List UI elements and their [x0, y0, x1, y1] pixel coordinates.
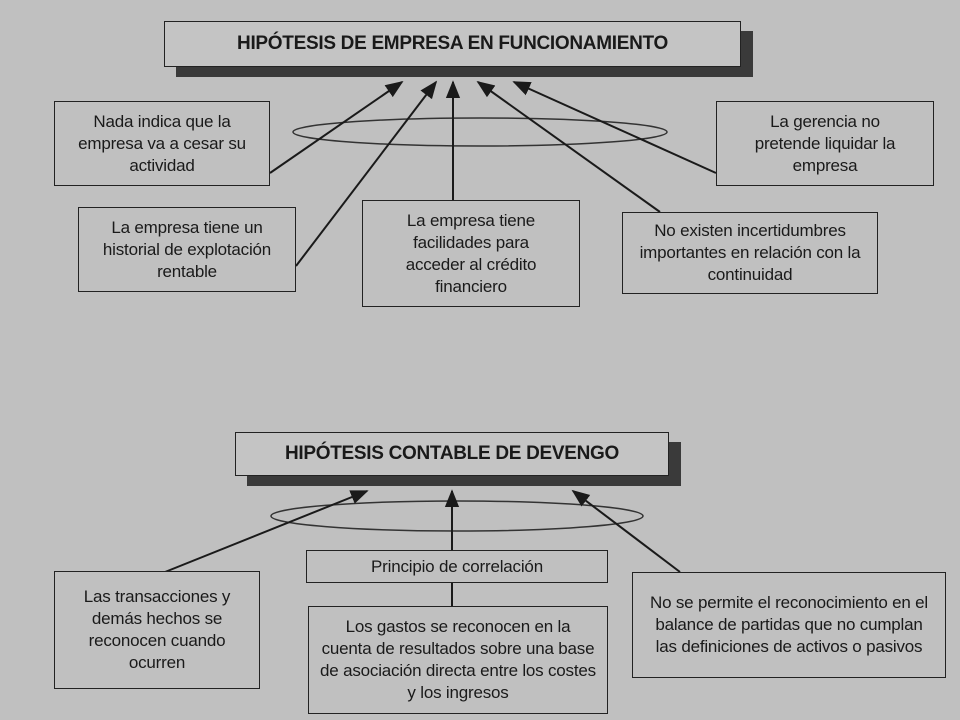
box-transacciones-text: Las transacciones y demás hechos se reconocen cuando ocurren: [83, 587, 231, 672]
box-gerencia-text: La gerencia no pretende liquidar la empresa: [754, 111, 896, 175]
box-historial: [78, 207, 296, 292]
title-devengo: [235, 432, 669, 476]
bottom-ellipse: [271, 501, 643, 531]
title-devengo-text: HIPÓTESIS CONTABLE DE DEVENGO: [284, 443, 620, 464]
box-principio-correlacion: [306, 550, 608, 583]
box-gastos-text: Los gastos se reconocen en la cuenta de resultados sobre una base de asociación directa entre los costes y los ingresos: [320, 617, 596, 702]
arrow-gerencia: [514, 82, 716, 173]
title-empresa-funcionamiento: [164, 21, 741, 67]
box-no-permite-text: No se permite el reconocimiento en el balance de partidas que no cumplan las definiciones de activos o pasivos: [650, 593, 928, 656]
box-nada-indica: [54, 101, 270, 186]
box-gerencia: [716, 101, 934, 186]
box-incertidumbres-text: No existen incertidumbres importantes en relación con la continuidad: [639, 221, 861, 284]
box-incertidumbres: [622, 212, 878, 294]
arrow-incertidumbres: [478, 82, 660, 212]
title-empresa-funcionamiento-text: HIPÓTESIS DE EMPRESA EN FUNCIONAMIENTO: [237, 33, 668, 54]
box-gastos: [308, 606, 608, 714]
box-transacciones: [54, 571, 260, 689]
box-historial-text: La empresa tiene un historial de explotación rentable: [102, 217, 272, 281]
box-no-permite: [632, 572, 946, 678]
top-ellipse: [293, 118, 667, 146]
box-nada-indica-text: Nada indica que la empresa va a cesar su actividad: [78, 111, 246, 175]
box-principio-correlacion-text: Principio de correlación: [371, 556, 543, 576]
box-facilidades-text: La empresa tiene facilidades para acceder al crédito financiero: [405, 210, 537, 296]
arrow-nada-indica: [270, 82, 402, 173]
box-facilidades: [362, 200, 580, 307]
